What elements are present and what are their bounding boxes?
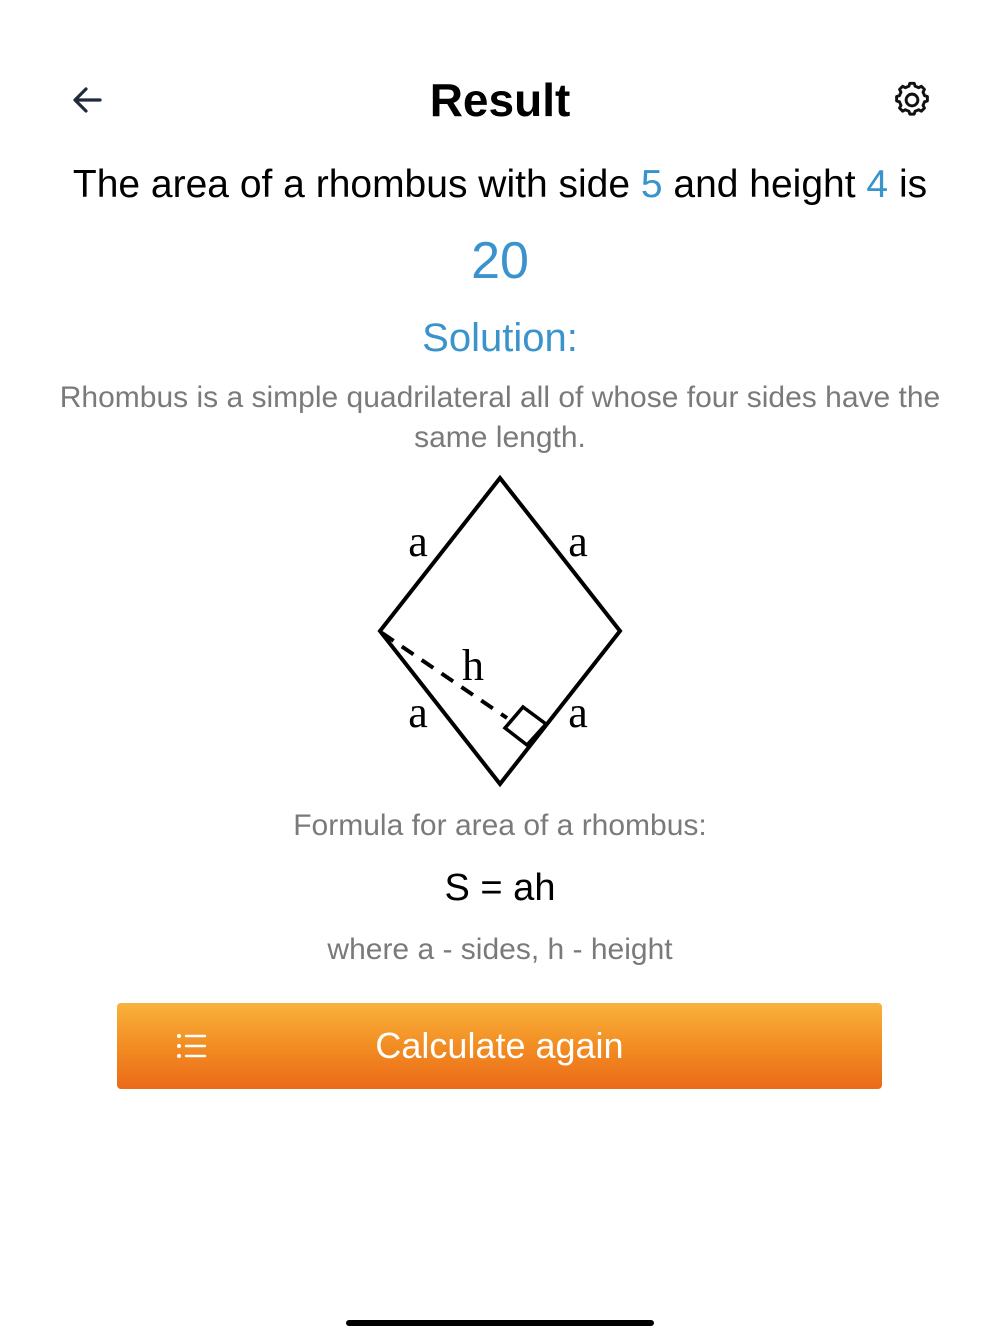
side-label-top-left: a (408, 517, 428, 566)
calculate-again-label: Calculate again (375, 1025, 624, 1066)
side-value: 5 (640, 163, 663, 206)
solution-heading: Solution: (422, 316, 578, 360)
navigation-bar (0, 60, 1000, 140)
statement-prefix: The area of a rhombus with side (72, 163, 641, 206)
height-label: h (462, 641, 484, 690)
height-value: 4 (866, 163, 889, 206)
side-label-bottom-right: a (568, 688, 588, 737)
statement-suffix: is (888, 163, 928, 206)
area-result: 20 (471, 232, 529, 290)
gear-icon (890, 78, 934, 122)
page-title: Result (429, 74, 571, 126)
rhombus-definition: Rhombus is a simple quadrilateral all of whose four sides have the same length. (59, 381, 941, 454)
settings-button[interactable] (882, 70, 942, 130)
home-indicator[interactable] (346, 1320, 654, 1326)
statement-middle: and height (662, 163, 867, 206)
result-statement (0, 155, 1000, 215)
formula-caption: Formula for area of a rhombus: (293, 809, 707, 842)
side-label-bottom-left: a (408, 688, 428, 737)
formula-legend: where a - sides, h - height (327, 933, 673, 966)
right-angle-marker (505, 707, 546, 745)
rhombus-diagram (360, 470, 640, 790)
calculate-again-button[interactable] (117, 1003, 882, 1089)
side-label-top-right: a (568, 517, 588, 566)
height-line (382, 633, 507, 718)
area-formula: S = ah (444, 867, 556, 909)
